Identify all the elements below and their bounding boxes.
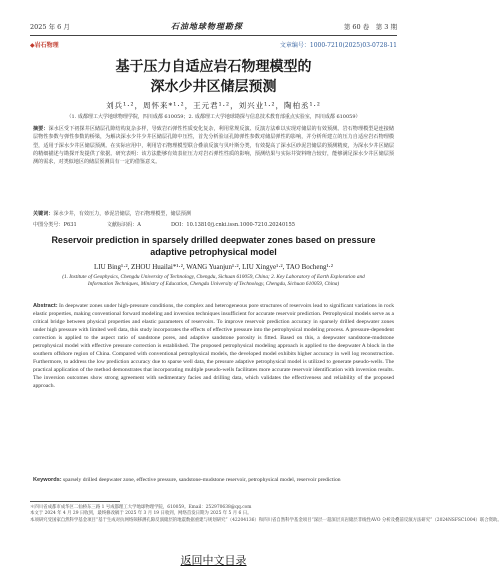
english-keywords-text: sparsely drilled deepwater zone, effective pressure, sandstone-mudstone reservoir, petrophysical model, reservoir prediction — [63, 477, 341, 483]
issue-date: 2025 年 6 月 — [30, 22, 70, 31]
journal-name: 石油地球物理勘探 — [170, 20, 243, 31]
chinese-abstract — [33, 125, 394, 166]
english-abstract — [33, 302, 394, 390]
doi-link[interactable]: DOI：10.13810/j.cnki.issn.1000-7210.20240155 — [170, 222, 295, 228]
classification-line — [33, 221, 394, 228]
chinese-title — [30, 57, 397, 97]
english-authors: LIU Bing¹·², ZHOU Huailai*¹·², WANG Yuanjun¹·², LIU Xingye¹·², TAO Bocheng¹·² — [93, 263, 333, 271]
header-rule — [30, 35, 397, 36]
footnote-address: ＊四川省成都市成华区二仙桥东三路 1 号成都理工大学地球物理学院，610059。Email：252970638@qq.com — [30, 505, 252, 510]
back-to-contents-link[interactable]: 返回中文目录 — [180, 554, 247, 567]
english-abstract-label: Abstract: — [33, 303, 58, 309]
column-label: ◆岩石物理 — [30, 42, 59, 49]
article-meta — [30, 40, 397, 49]
class-number: 中图分类号：P631 — [33, 222, 77, 228]
chinese-authors: 刘兵¹·²，周怀来*¹·²，王元君¹·²，刘兴业¹·²，陶柏丞¹·² — [106, 101, 321, 110]
english-title: Reservoir prediction in sparsely drilled deepwater zones based on pressure adaptive petrophysical model — [51, 235, 376, 257]
chinese-keywords — [33, 210, 394, 217]
footnote-funding: 本项研究受国家自然科学基金项目“基于生成对抗网络频移测孔隙反演储层的地震数据重建与规划研究”（42204136）和四川省自然科学基金项目“深层一超深层页岩储层非线性AVO 分析及叠前反演方法研究”（2024NSFSC1004）联合资助。 — [30, 517, 502, 523]
article-number: 文章编号：1000-7210(2025)03-0728-11 — [279, 42, 397, 49]
footnote — [30, 505, 502, 524]
footnote-dates: 本文于 2024 年 4 月 29 日收到，最终修改稿于 2025 年 3 月 19 日收到，网络首发日期为 2025 年 5 月 6 日。 — [30, 511, 252, 517]
english-keywords — [33, 476, 394, 484]
running-header — [30, 18, 397, 34]
volume-issue: 第 60 卷 第 3 期 — [343, 22, 397, 31]
chinese-title-line-2: 深水少井区储层预测 — [150, 79, 277, 95]
english-affiliation: (1. Institute of Geophysics, Chengdu University of Technology, Chengdu, Sichuan 610059, China; 2. Key Laboratory of Earth Exploration and Information Techniques, Ministry of Education, Chengdu University of Technology, Chengdu, Sichuan 610059, China) — [62, 274, 365, 287]
chinese-title-line-1: 基于压力自适应岩石物理模型的 — [115, 59, 312, 75]
chinese-keywords-label: 关键词： — [33, 211, 54, 217]
chinese-keywords-text: 深水少井，有效压力，砂泥岩储层，岩石物理模型，储层预测 — [53, 211, 191, 217]
footnote-rule — [30, 501, 120, 502]
chinese-affiliation: （1. 成都理工大学地球物理学院，四川成都 610059；2. 成都理工大学地球勘探与信息技术教育部重点实验室，四川成都 610059） — [66, 114, 361, 120]
english-abstract-text: In deepwater zones under high-pressure conditions, the complex and heterogeneous pore structures of reservoirs lead to significant variations in rock elastic properties, making conventional forward modeling and inversion techniques insufficient for accurate reservoir prediction. Petrophysical models serve as a critical bridge between physical properties and elastic parameters of reservoirs. To improve reservoir prediction accuracy in sparsely drilled deepwater zones under high pressure with limited well data, this study incorporates the effects of effective pressure into the petrophysical modeling process. A pressure-dependent correction is applied to the aspect ratio of sandstone pores, and adaptive sandstone porosity is fitted. Based on this, a deepwater sandstone-mudstone petrophysical model with effective pressure correction is established. The proposed petrophysical modeling approach is applied to the deepwater A block in the southern offshore region of China. Compared with conventional petrophysical models, the developed model exhibits higher accuracy in well log reconstruction. Furthermore, to address the low prediction accuracy due to sparse well data, the pressure adaptive petrophysical model is utilized to generate pseudo-wells. The practical application of the method demonstrates that incorporating multiple pseudo-wells facilitates more accurate reservoir identification with inversion results. The inversion outcomes show strong agreement with sedimentary facies and drilling data, which validates the effectiveness and reliability of the proposed approach. — [33, 303, 394, 389]
chinese-abstract-label: 摘要： — [33, 126, 49, 132]
document-code: 文献标识码：A — [106, 222, 141, 228]
english-keywords-label: Keywords: — [33, 477, 62, 483]
chinese-abstract-text: 深水区受下初探井区储层孔隙结构复杂多样，导致岩石弹性性质变化复杂，利用常规反演、反演方法难以实现对储层的有效预测。岩石物理模型是连接储层物性参数与弹性参数的桥梁，为解决深水少井少井区储层孔隙中压性，首先分析验证孔隙弹性参数对储层弹性的影响，并分析所建立的压力自适应岩石物理模型，适用于深水少井区储层预测。在实际应用中，利用岩石物理模型联合叠前反演与贝叶斯分类，有效提高了深水区砂泥岩储层的预测精度，为深水少井区储层的精细描述与勘探开发提供了依据。研究表明：该方法能够有效表征压力对岩石弹性性质的影响，预测结果与实际井资料吻合较好，能够满足深水少井区储层预测的需求，对类似地区的储层预测具有一定的借鉴意义。 — [33, 126, 394, 166]
